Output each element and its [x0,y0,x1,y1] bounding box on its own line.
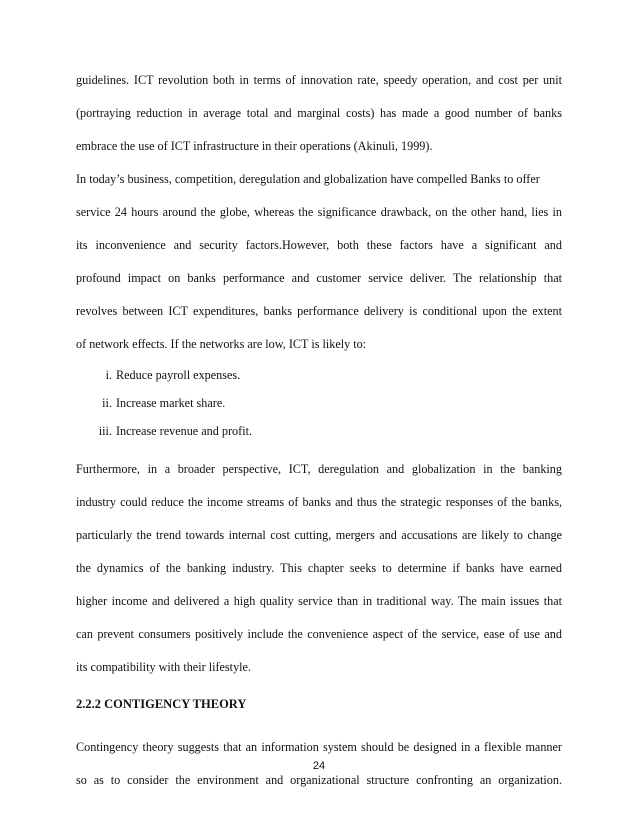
text-line: service 24 hours around the globe, whereas the significance drawback, on the other hand, lies in [76,205,562,219]
text-line: its inconvenience and security factors.However, both these factors have a significant and [76,238,562,252]
text-line: industry could reduce the income streams of banks and thus the strategic responses of the banks, [76,495,562,509]
text-line: can prevent consumers positively include the convenience aspect of the service, ease of use and [76,627,562,641]
list-item-text: Increase market share. [116,396,226,410]
text-line: of network effects. If the networks are low, ICT is likely to: [76,337,367,351]
text-line: Contingency theory suggests that an information system should be designed in a flexible manner [76,740,562,754]
text-line: profound impact on banks performance and customer service deliver. The relationship that [76,271,562,285]
text-line: so as to consider the environment and organizational structure confronting an organization. [76,773,562,787]
text-line: (portraying reduction in average total and marginal costs) has made a good number of banks [76,106,562,120]
text-line: its compatibility with their lifestyle. [76,660,251,674]
text-line: particularly the trend towards internal cost cutting, mergers and accusations are likely to change [76,528,562,542]
list-item-text: Increase revenue and profit. [116,424,253,438]
list-item-number: iii. [98,424,112,438]
text-line: guidelines. ICT revolution both in terms of innovation rate, speedy operation, and cost per unit [76,73,562,87]
list-item-number: i. [105,368,112,382]
text-line: embrace the use of ICT infrastructure in their operations (Akinuli, 1999). [76,139,433,153]
text-line: revolves between ICT expenditures, banks performance delivery is conditional upon the extent [76,304,562,318]
section-heading: 2.2.2 CONTIGENCY THEORY [76,697,247,711]
page-number: 24 [312,760,326,772]
list-item [76,417,562,445]
list-item [76,389,562,417]
list-item-number: ii. [102,396,112,410]
paragraph-guidelines [76,64,562,163]
document-page [76,64,562,797]
text-line: Furthermore, in a broader perspective, ICT, deregulation and globalization in the banking [76,462,562,476]
ict-effects-list [76,361,562,445]
text-line: the dynamics of the banking industry. This chapter seeks to determine if banks have earned [76,561,562,575]
text-line: In today’s business, competition, deregulation and globalization have compelled Banks to offer [76,172,540,186]
list-item [76,361,562,389]
paragraph-furthermore [76,453,562,684]
list-item-text: Reduce payroll expenses. [116,368,241,382]
text-line: higher income and delivered a high quality service than in traditional way. The main issues that [76,594,562,608]
paragraph-business [76,163,562,361]
